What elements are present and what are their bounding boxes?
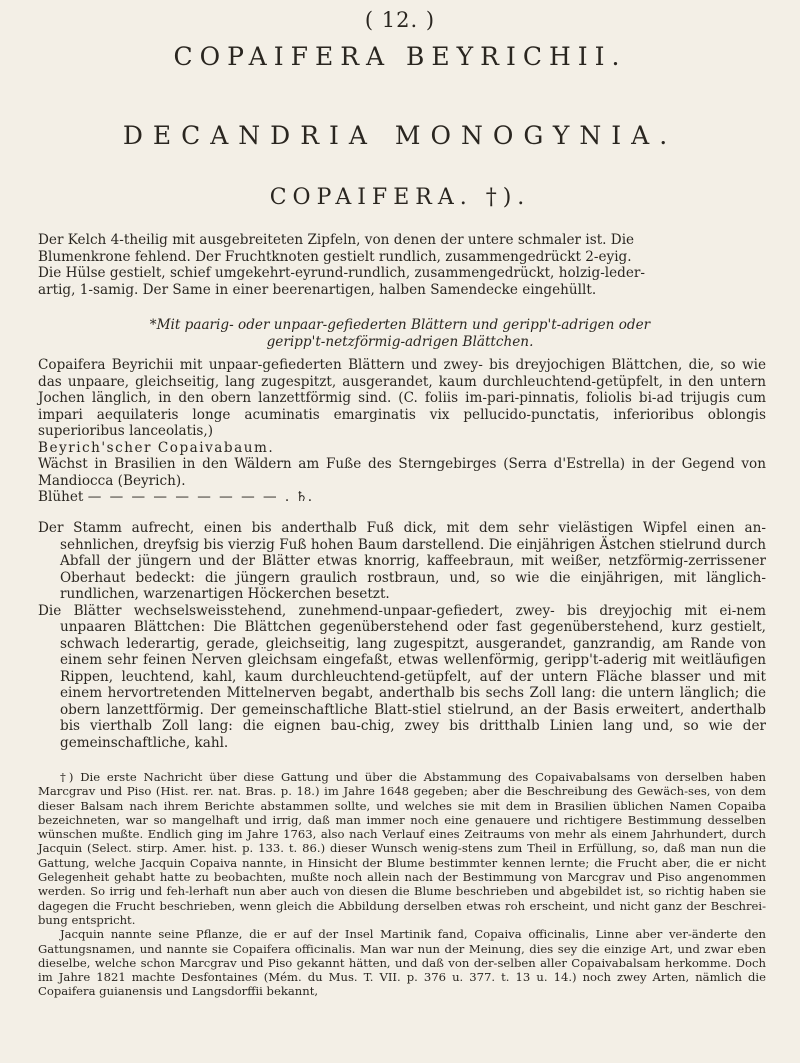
shrub-symbol: ♄.	[295, 489, 313, 505]
flowering-label: Blühet	[38, 489, 84, 505]
flowering-line	[38, 489, 766, 506]
genus-description	[38, 232, 766, 298]
section-character	[50, 317, 750, 351]
species-title: COPAIFERA BEYRICHII.	[173, 42, 627, 71]
species-common-name: Beyrich'scher Copaivabaum.	[38, 439, 275, 456]
section-character-line-2: geripp't-netzförmig-adrigen Blättchen.	[266, 334, 534, 350]
description-leaves: Die Blätter wechselsweisstehend, zunehmend-unpaar-gefiedert, zwey- bis dreyjochig mit ei-nem unpaaren Blättchen: Die Blättchen gegenüberstehend oder fast gegenüberstehend, kurz gestielt, schwach lederartig, gerade, gleichseitig, lang zugespitzt, ausgerandet, ganzrandig, am Rande von einem sehr feinen Nerven gleichsam eingefaßt, etwas wellenförmig, geripp't-aderig mit weitläufigen Rippen, leuchtend, kahl, kaum durchleuchtend-getüpfelt, auf der untern Fläche blasser und mit einem hervortretenden Mittelnerven begabt, anderthalb bis sechs Zoll lang: die untern länglich; die obern lanzettförmig. Der gemeinschaftliche Blatt-stiel stielrund, an der Basis erweitert, anderthalb bis vierthalb Zoll lang: die eignen bau-chig, zwey bis dritthalb Linien lang und, so wie der gemeinschaftliche, kahl.	[38, 602, 766, 751]
genus-desc-line-kelch: Der Kelch 4-theilig mit ausgebreiteten Zipfeln, von denen der untere schmaler ist. Die	[38, 232, 635, 248]
genus-desc-line-blumenkrone: Blumenkrone fehlend. Der Fruchtknoten gestielt rundlich, zusammengedrückt 2-eyig.	[38, 248, 632, 265]
species-entry	[38, 357, 766, 506]
genus-desc-line-huelse: Die Hülse gestielt, schief umgekehrt-eyrund-rundlich, zusammengedrückt, holzig-leder-	[38, 265, 646, 281]
genus-heading: COPAIFERA. †).	[269, 185, 531, 210]
species-description	[38, 520, 766, 751]
section-character-line-1: *Mit paarig- oder unpaar-gefiederten Blättern und geripp't-adrigen oder	[149, 317, 651, 333]
footnote-paragraph-1: †) Die erste Nachricht über diese Gattung und über die Abstammung des Copaivabalsams von derselben haben Marcgrav und Piso (Hist. rer. nat. Bras. p. 18.) im Jahre 1648 gegeben; aber die Beschreibung des Gewäch-ses, von dem dieser Balsam nach ihrem Berichte abstammen sollte, und welches sie mit dem in Brasilien üblichen Namen Copaiba bezeichneten, war so mangelhaft und irrig, daß man immer noch eine genauere und richtigere Bestimmung desselben wünschen mußte. Endlich ging im Jahre 1763, also nach Verlauf eines Zeitraums von mehr als einem Jahrhundert, durch Jacquin (Select. stirp. Amer. hist. p. 133. t. 86.) dieser Wunsch wenig-stens zum Theil in Erfüllung, so, daß man nun die Gattung, welche Jacquin Copaiva nannte, in Hinsicht der Blume bestimmter kennen lernte; die Frucht aber, die er nicht Gelegenheit gehabt hatte zu beobachten, mußte noch allein nach der Bestimmung von Marcgrav und Piso angenommen werden. So irrig und feh-lerhaft nun aber auch von diesen die Blume beschrieben und abgebildet ist, so richtig haben sie dagegen die Frucht beschrieben, wenn gleich die Abbildung derselben etwas roh erscheint, und nicht ganz der Beschrei-bung entspricht.	[38, 770, 766, 927]
linnaean-class-heading: DECANDRIA MONOGYNIA.	[122, 121, 678, 150]
species-diagnosis: Copaifera Beyrichii mit unpaar-gefiederten Blättern und zwey- bis dreyjochigen Blättchen, die, so wie das unpaare, gleichseitig, lang zugespitzt, ausgerandet, kaum durchleuchtend-getüpfelt, in den untern Jochen länglich, in den obern lanzettförmig sind. (C. foliis im-pari-pinnatis, foliolis bi-ad trijugis cum impari aequilateris longe acuminatis emarginatis vix pellucido-punctatis, inferioribus oblongis superioribus lanceolatis,)	[38, 357, 766, 439]
species-habitat: Wächst in Brasilien in den Wäldern am Fuße des Sterngebirges (Serra d'Estrella) in der Gegend von Mandiocca (Beyrich).	[38, 456, 766, 489]
flowering-dashes: — — — — — — — — — .	[87, 489, 292, 505]
page-number: ( 12. )	[364, 8, 436, 32]
description-stem: Der Stamm aufrecht, einen bis anderthalb Fuß dick, mit dem sehr vielästigen Wipfel einen an-sehnlichen, dreyfsig bis vierzig Fuß hohen Baum darstellend. Die einjährigen Ästchen stielrund durch Abfall der jüngern und der Blätter etwas knorrig, kaffeebraun, mit weißer, netzförmig-zerrissener Oberhaut bedeckt: die jüngern graulich rostbraun, und, so wie die einjährigen, mit länglich-rundlichen, warzenartigen Höckerchen besetzt.	[38, 520, 766, 602]
footnote	[38, 770, 766, 999]
genus-desc-line-same: artig, 1-samig. Der Same in einer beerenartigen, halben Samendecke eingehüllt.	[38, 281, 597, 298]
footnote-paragraph-2: Jacquin nannte seine Pflanze, die er auf der Insel Martinik fand, Copaiva officinalis, Linne aber ver-änderte den Gattungsnamen, und nannte sie Copaifera officinalis. Man war nun der Meinung, dies sey die einzige Art, und zwar eben dieselbe, welche schon Marcgrav und Piso gekannt hätten, und daß von der-selben aller Copaivabalsam herkomme. Doch im Jahre 1821 machte Desfontaines (Mém. du Mus. T. VII. p. 376 u. 377. t. 13 u. 14.) noch zwey Arten, nämlich die Copaifera guianensis und Langsdorffii bekannt,	[38, 927, 766, 999]
